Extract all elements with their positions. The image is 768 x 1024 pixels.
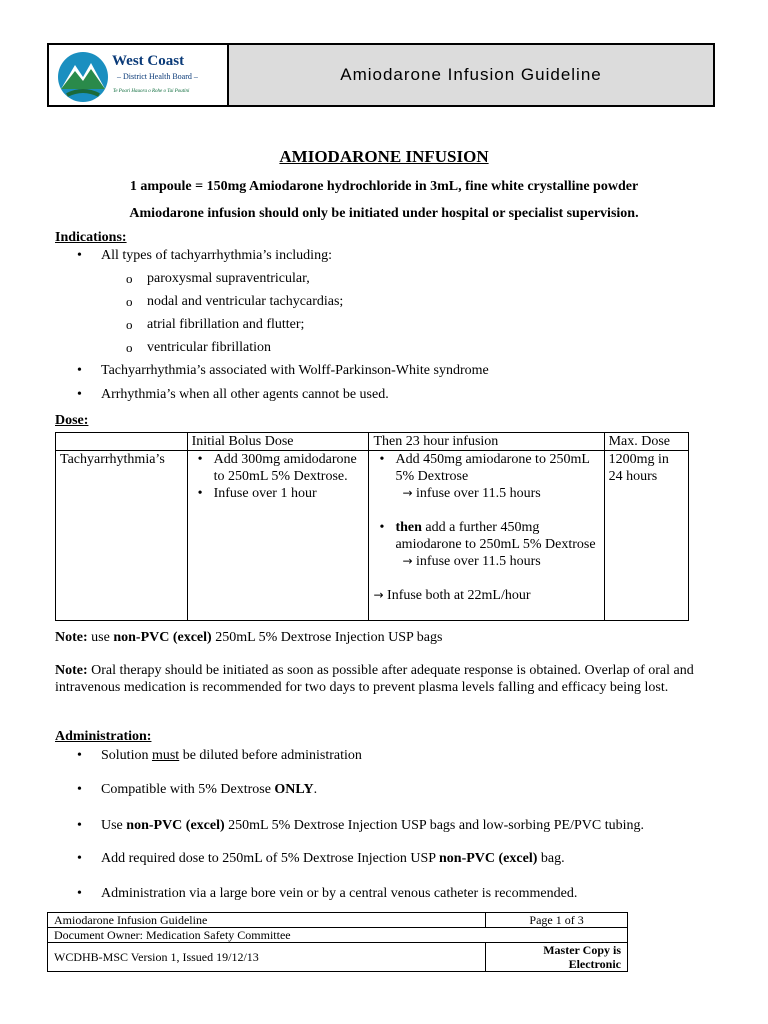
list-item-text: paroxysmal supraventricular,	[147, 271, 310, 286]
text-emphasis: non-PVC (excel)	[439, 851, 538, 866]
text-segment: 250mL 5% Dextrose Injection USP bags and low-sorbing PE/PVC tubing.	[224, 818, 644, 833]
note-text: use	[87, 630, 114, 645]
list-item-text	[101, 851, 565, 867]
list-item-text: Tachyarrhythmia’s associated with Wolff-Parkinson-White syndrome	[101, 363, 489, 378]
list-item: • Infuse over 1 hour	[214, 485, 365, 502]
text-segment: be diluted before administration	[179, 748, 362, 763]
footer-doc-title: Amiodarone Infusion Guideline	[48, 913, 486, 928]
list-item: o nodal and ventricular tachycardias;	[126, 294, 344, 309]
list-item: • Use non-PVC (excel) 250mL 5% Dextrose Injection USP bags and low-sorbing PE/PVC tubing.	[77, 818, 644, 833]
table-header: Initial Bolus Dose	[187, 433, 369, 451]
list-item: • Arrhythmia’s when all other agents cannot be used.	[77, 387, 389, 402]
row-label: Tachyarrhythmia’s	[56, 451, 188, 621]
list-item-emphasis: then	[395, 520, 422, 535]
list-item: • Administration via a large bore vein or by a central venous catheter is recommended.	[77, 886, 578, 901]
list-item-text: nodal and ventricular tachycardias;	[147, 294, 344, 309]
footer-version: WCDHB-MSC Version 1, Issued 19/12/13	[48, 943, 486, 972]
text-segment: Compatible with 5% Dextrose	[101, 782, 275, 797]
list-item: • Add 300mg amidodarone to 250mL 5% Dextrose.	[214, 451, 365, 485]
list-item: • All types of tachyarrhythmia’s including:	[77, 248, 332, 263]
note-label: Note:	[55, 663, 88, 678]
text-segment: .	[313, 782, 318, 797]
table-row	[48, 913, 628, 928]
administration-heading: Administration:	[55, 729, 152, 744]
list-item: o ventricular fibrillation	[126, 340, 272, 355]
list-item	[395, 451, 599, 502]
table-header: Then 23 hour infusion	[369, 433, 604, 451]
infusion-rate-text: Infuse both at 22mL/hour	[387, 588, 531, 603]
ampoule-description: 1 ampoule = 150mg Amiodarone hydrochloride in 3mL, fine white crystalline powder	[129, 179, 639, 194]
text-emphasis: non-PVC (excel)	[126, 818, 225, 833]
footer-document-owner: Document Owner: Medication Safety Committee	[48, 928, 628, 943]
arrow-right-icon: →	[373, 588, 384, 602]
table-cell	[369, 451, 604, 621]
note-label: Note:	[55, 630, 88, 645]
dose-table	[55, 432, 689, 621]
arrow-right-icon: →	[402, 554, 413, 568]
dose-heading: Dose:	[55, 413, 89, 428]
table-row	[48, 943, 628, 972]
organization-logo	[49, 45, 229, 105]
footer-page-number: Page 1 of 3	[486, 913, 628, 928]
table-header: Max. Dose	[604, 433, 688, 451]
logo-org-motto: Te Poari Hauora o Rohe o Tai Poutini	[113, 89, 190, 94]
table-row	[56, 433, 689, 451]
document-footer	[47, 912, 628, 972]
note-text: 250mL 5% Dextrose Injection USP bags	[211, 630, 443, 645]
text-segment: bag.	[537, 851, 565, 866]
list-item-text	[101, 782, 317, 798]
list-item: • Compatible with 5% Dextrose ONLY.	[77, 782, 318, 797]
text-segment: Use	[101, 818, 127, 833]
logo-org-name: West Coast	[112, 53, 185, 69]
list-item-text: add a further 450mg amiodarone to 250mL 5% Dextrose	[395, 520, 596, 552]
supervision-statement: Amiodarone infusion should only be initiated under hospital or specialist supervision.	[129, 206, 639, 221]
note-text: Oral therapy should be initiated as soon as possible after adequate response is obtained. Overlap of oral and intravenous medication is recommended for two days to prevent plasma levels falling and efficacy being lost.	[55, 663, 694, 695]
list-item-text: All types of tachyarrhythmia’s including:	[101, 248, 332, 263]
header-title: Amiodarone Infusion Guideline	[229, 45, 713, 105]
note-oral-therapy	[55, 662, 715, 696]
mountain-logo-icon	[57, 51, 109, 103]
list-item-text: Add 450mg amiodarone to 250mL 5% Dextrose	[395, 452, 590, 484]
table-row	[48, 928, 628, 943]
text-segment: Solution	[101, 748, 152, 763]
note-excel-bags	[55, 629, 715, 646]
list-item-text: Administration via a large bore vein or by a central venous catheter is recommended.	[101, 886, 578, 901]
table-cell	[187, 451, 369, 621]
footer-master-copy: Master Copy is Electronic	[486, 943, 628, 972]
list-item: o atrial fibrillation and flutter;	[126, 317, 305, 332]
table-row	[56, 451, 689, 621]
arrow-right-icon: →	[402, 486, 413, 500]
logo-org-subtitle: – District Health Board –	[117, 72, 198, 81]
list-item: • Add required dose to 250mL of 5% Dextrose Injection USP non-PVC (excel) bag.	[77, 851, 565, 866]
list-item-text	[101, 748, 362, 764]
max-dose-cell: 1200mg in 24 hours	[604, 451, 688, 621]
infusion-rate	[373, 587, 599, 604]
table-cell	[56, 433, 188, 451]
document-header	[47, 43, 715, 107]
list-item-text: Arrhythmia’s when all other agents cannot be used.	[101, 387, 389, 402]
text-segment: Add required dose to 250mL of 5% Dextrose Injection USP	[101, 851, 440, 866]
list-item-text: infuse over 11.5 hours	[416, 486, 541, 501]
list-item-text: atrial fibrillation and flutter;	[147, 317, 305, 332]
list-item-text: infuse over 11.5 hours	[416, 554, 541, 569]
list-item: • Solution must be diluted before administration	[77, 748, 362, 763]
list-item-text: ventricular fibrillation	[147, 340, 272, 355]
note-emphasis: non-PVC (excel)	[113, 630, 212, 645]
list-item-text	[101, 818, 644, 834]
list-item: • Tachyarrhythmia’s associated with Wolff-Parkinson-White syndrome	[77, 363, 489, 378]
text-emphasis: ONLY	[274, 782, 314, 797]
text-emphasis: must	[151, 748, 180, 763]
page-title: AMIODARONE INFUSION	[279, 147, 489, 166]
list-item: o paroxysmal supraventricular,	[126, 271, 310, 286]
indications-heading: Indications:	[55, 230, 127, 245]
list-item	[395, 519, 599, 570]
